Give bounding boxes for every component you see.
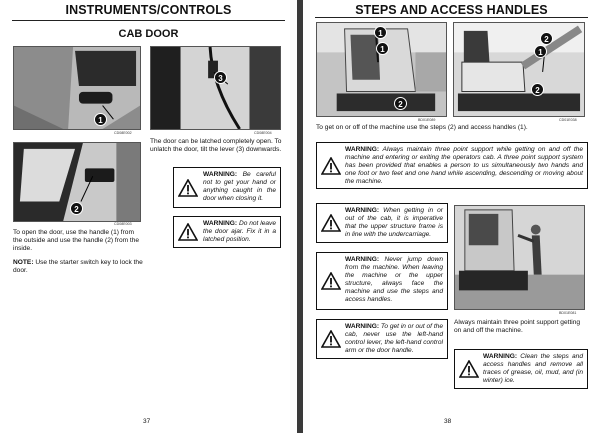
photo-code: CD08E002 <box>114 131 132 135</box>
warning-box-hand <box>173 167 281 208</box>
warning-triangle-icon <box>321 157 341 175</box>
callout-1-handle-secondary: 1 <box>376 42 389 55</box>
warning-triangle-icon <box>321 214 341 232</box>
photo-code: BD01E089 <box>418 118 436 122</box>
door-outside-photo <box>13 46 141 130</box>
door-latch-photo <box>150 46 281 130</box>
warning-text: Always maintain three point support while getting on and off the machine and entering or exiting the operators cab. A three point support system has been provided that enables a person to us simultaneously two hands and one foot or two feet and one hand while ascending, descending or moving about the machine. <box>345 146 583 186</box>
left-page-header: INSTRUMENTS/CONTROLS <box>65 3 232 17</box>
warning-label: WARNING: <box>345 323 380 330</box>
warning-text: To get in or out of the cab, never use the left-hand control lever, the left-hand control arm or the door handle. <box>345 323 443 355</box>
note-text: Use the starter switch key to lock the door. <box>13 259 143 275</box>
open-door-instruction: To open the door, use the handle (1) from the outside and use the handle (2) from the inside. <box>13 229 140 253</box>
callout-2-inside-handle: 2 <box>70 202 83 215</box>
operator-climbing-photo <box>454 205 585 310</box>
note-label: NOTE: <box>13 259 34 266</box>
callout-2-step-lower: 2 <box>531 83 544 96</box>
warning-box-lever <box>316 319 448 359</box>
warning-label: WARNING: <box>203 171 238 178</box>
warning-box-ajar <box>173 216 281 248</box>
page-number: 38 <box>444 418 452 425</box>
warning-text: Clean the steps and access handles and remove all traces of grease, oil, mud, and (in winter) ice. <box>483 353 583 385</box>
three-point-caption: Always maintain three point support getting on and off the machine. <box>454 319 581 335</box>
excavator-side-photo <box>453 22 585 117</box>
header-rule <box>12 20 285 21</box>
warning-box-undercarriage <box>316 203 448 243</box>
warning-label: WARNING: <box>203 220 238 227</box>
warning-label: WARNING: <box>345 256 380 263</box>
photo-code: CD01E038 <box>559 118 577 122</box>
steps-caption: To get on or off of the machine use the steps (2) and access handles (1). <box>316 124 528 131</box>
photo-code: CD08E003 <box>114 222 132 226</box>
callout-3-latch-lever: 3 <box>214 71 227 84</box>
callout-2-step: 2 <box>394 97 407 110</box>
warning-text: Never jump down from the machine. When leaving the machine or the upper structure, always face the machine and use the steps and access handles. <box>345 256 443 304</box>
note-paragraph <box>13 259 143 275</box>
header-rule <box>315 17 588 18</box>
latch-instruction: The door can be latched completely open. To unlatch the door, tilt the lever (3) downwards. <box>150 138 282 154</box>
warning-triangle-icon <box>321 330 341 348</box>
warning-label: WARNING: <box>345 207 380 214</box>
warning-triangle-icon <box>321 272 341 290</box>
warning-label: WARNING: <box>345 146 380 153</box>
right-page <box>303 0 600 433</box>
photo-code: CD08E004 <box>254 131 272 135</box>
warning-text: When getting in or out of the cab, it is imperative that the upper structure frame is in line with the undercarriage. <box>345 207 443 239</box>
warning-box-three-point <box>316 142 588 189</box>
right-page-header: STEPS AND ACCESS HANDLES <box>355 3 548 17</box>
page-number: 37 <box>143 418 151 425</box>
warning-text: Do not leave the door ajar. Fix it in a latched position. <box>203 220 276 244</box>
warning-triangle-icon <box>178 179 198 197</box>
cab-door-title: CAB DOOR <box>118 28 179 40</box>
warning-box-clean <box>454 349 588 389</box>
warning-text: Be careful not to get your hand or anything caught in the door when closing it. <box>203 171 276 203</box>
callout-1-handle: 1 <box>374 26 387 39</box>
photo-code: BD01E081 <box>559 311 577 315</box>
warning-label: WARNING: <box>483 353 518 360</box>
warning-box-jump <box>316 252 448 310</box>
callout-1-outside-handle: 1 <box>94 113 107 126</box>
callout-1-handle: 1 <box>534 45 547 58</box>
left-page <box>0 0 297 433</box>
warning-triangle-icon <box>178 223 198 241</box>
callout-2-step: 2 <box>540 32 553 45</box>
warning-triangle-icon <box>459 360 479 378</box>
